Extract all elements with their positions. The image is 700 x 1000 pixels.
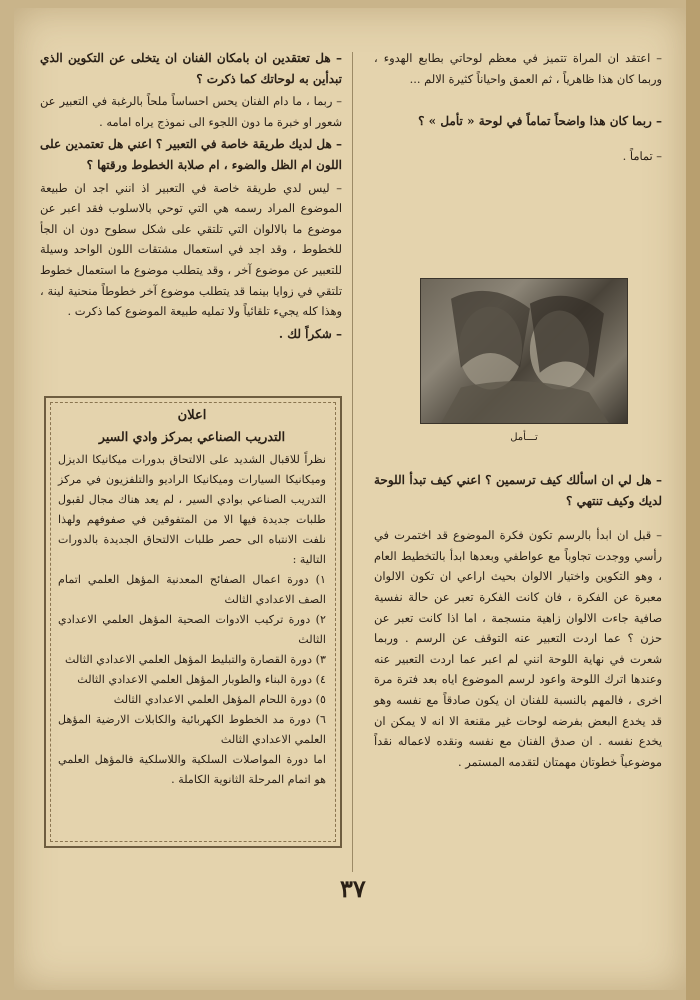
list-item: ٤) دورة البناء والطوبار المؤهل العلمي الاعدادي الثالث <box>77 673 326 686</box>
answer-contemplation: – تماماً . <box>622 148 662 163</box>
ad-title: اعلان <box>177 408 207 423</box>
thanks-line: – شكراً لك . <box>278 326 342 341</box>
right-column <box>374 48 662 168</box>
page-number: ٣٧ <box>340 874 366 903</box>
painting-photo <box>420 278 628 424</box>
advertisement-box <box>44 396 342 848</box>
page-binding-edge <box>686 0 700 1000</box>
column-divider <box>352 52 353 872</box>
ad-subtitle: التدريب الصناعي بمركز وادي السير <box>98 429 286 444</box>
list-item: ٥) دورة اللحام المؤهل العلمي الاعدادي الثالث <box>113 693 326 706</box>
question-composition: – هل تعتقدين ان بامكان الفنان ان يتخلى عن التكوين الذي تبدأين به لوحاتك كما ذكرت ؟ <box>40 51 342 86</box>
list-item: ٣) دورة القصارة والتبليط المؤهل العلمي الاعدادي الثالث <box>65 653 326 666</box>
photo-caption: تـــأمل <box>510 432 538 443</box>
ad-body: نظراً للاقبال الشديد على الالتحاق بدورات ميكانيكا الديزل وميكانيكا السيارات وميكانيكا الراديو والتلفزيون في مركز التدريب الصناعي بوادي السير ، لم يعد هناك مجال لقبول طلبات جديدة فيها الا من المتفوقين في صفوفهم ولهذا نلفت الانتباه الى حصر طلبات الالتحاق الجديدة بالدورات التالية : <box>58 453 326 566</box>
answer-composition: – ربما ، ما دام الفنان يحس احساساً ملحاً بالرغبة في التعبير عن شعور او خبرة ما دون اللجوء الى نموذج يراه امامه . <box>40 94 342 129</box>
list-item: ٢) دورة تركيب الادوات الصحية المؤهل العلمي الاعدادي الثالث <box>58 613 326 646</box>
painting-image <box>421 279 627 423</box>
list-item: ٦) دورة مد الخطوط الكهربائية والكابلات الارضية المؤهل العلمي الاعدادي الثالث <box>58 713 326 746</box>
question-technique: – هل لديك طريقة خاصة في التعبير ؟ اعني هل تعتمدين على اللون ام الظل والضوء ، ام صلابة الخطوط ورقتها ؟ <box>40 137 342 172</box>
intro-answer: – اعتقد ان المراة تتميز في معظم لوحاتي بطابع الهدوء ، وربما كان هذا ظاهرياً ، ثم العمق واحياناً كثيرة الالم ... <box>374 51 662 86</box>
question-how-paint: – هل لي ان اسألك كيف ترسمين ؟ اعني كيف تبدأ اللوحة لديك وكيف تنتهي ؟ <box>374 473 662 508</box>
question-contemplation: – ربما كان هذا واضحاً تماماً في لوحة « تأمل » ؟ <box>418 114 662 129</box>
answer-technique: – ليس لدي طريقة خاصة في التعبير اذ انني اجد ان طبيعة الموضوع المراد رسمه هي التي توحي بالاسلوب فقد اعبر عن موضوع ما بالالوان التي تلتقي على شكل سطوح دون ان الجأ للخطوط ، وقد اجد في استعمال مشتقات اللون الواحد وسيلة للتعبير عن موضوع آخر ، وقد يتطلب موضوع ما استعمال خطوط تلتقي في زوايا بينما قد يتطلب موضوع آخر خطوطاً منحنية لينة ، وهذا كله يجيء تلقائياً ولا تمليه طبيعة الموضوع كما ذكرت . <box>40 180 342 319</box>
ad-footer: اما دورة المواصلات السلكية واللاسلكية فالمؤهل العلمي هو اتمام المرحلة الثانوية الكاملة . <box>58 753 326 786</box>
answer-how-paint: – قبل ان ابدأ بالرسم تكون فكرة الموضوع قد اختمرت في رأسي ووجدت تجاوباً مع عواطفي وبعدها ابدأ بالتخطيط العام ، وهو التكوين واختيار الالوان بحيث اراعي ان تكون الالوان معبرة عن الفكرة ، فان كانت الفكرة تعبر عن حالة نفسية صافية جاءت الالوان زاهية منسجمة ، اما اذا كانت تعبر عن حزن ؟ عما اردت التعبير عنه التوقف عن الرسم . وربما شعرت في نهاية اللوحة انني لم اعبر عما اردت التعبير عنه وعندها اترك اللوحة واعود لرسم الموضوع اياه بعد فترة مرة اخرى ، فالمهم بالنسبة للفنان ان يكون صادقاً مع نفسه وهو قد يخدع البعض بفرضه لوحات غير مقنعة الا انه لا يمكن ان يخدع نفسه . ان صدق الفنان مع نفسه ونقده لاعماله نقداً موضوعياً خطوتان مهمتان لتقدمه المستمر . <box>374 528 662 769</box>
right-column-lower <box>374 470 662 774</box>
list-item: ١) دورة اعمال الصفائح المعدنية المؤهل العلمي اتمام الصف الاعدادي الثالث <box>58 573 326 606</box>
left-column <box>40 48 342 346</box>
ad-course-list <box>58 570 326 750</box>
